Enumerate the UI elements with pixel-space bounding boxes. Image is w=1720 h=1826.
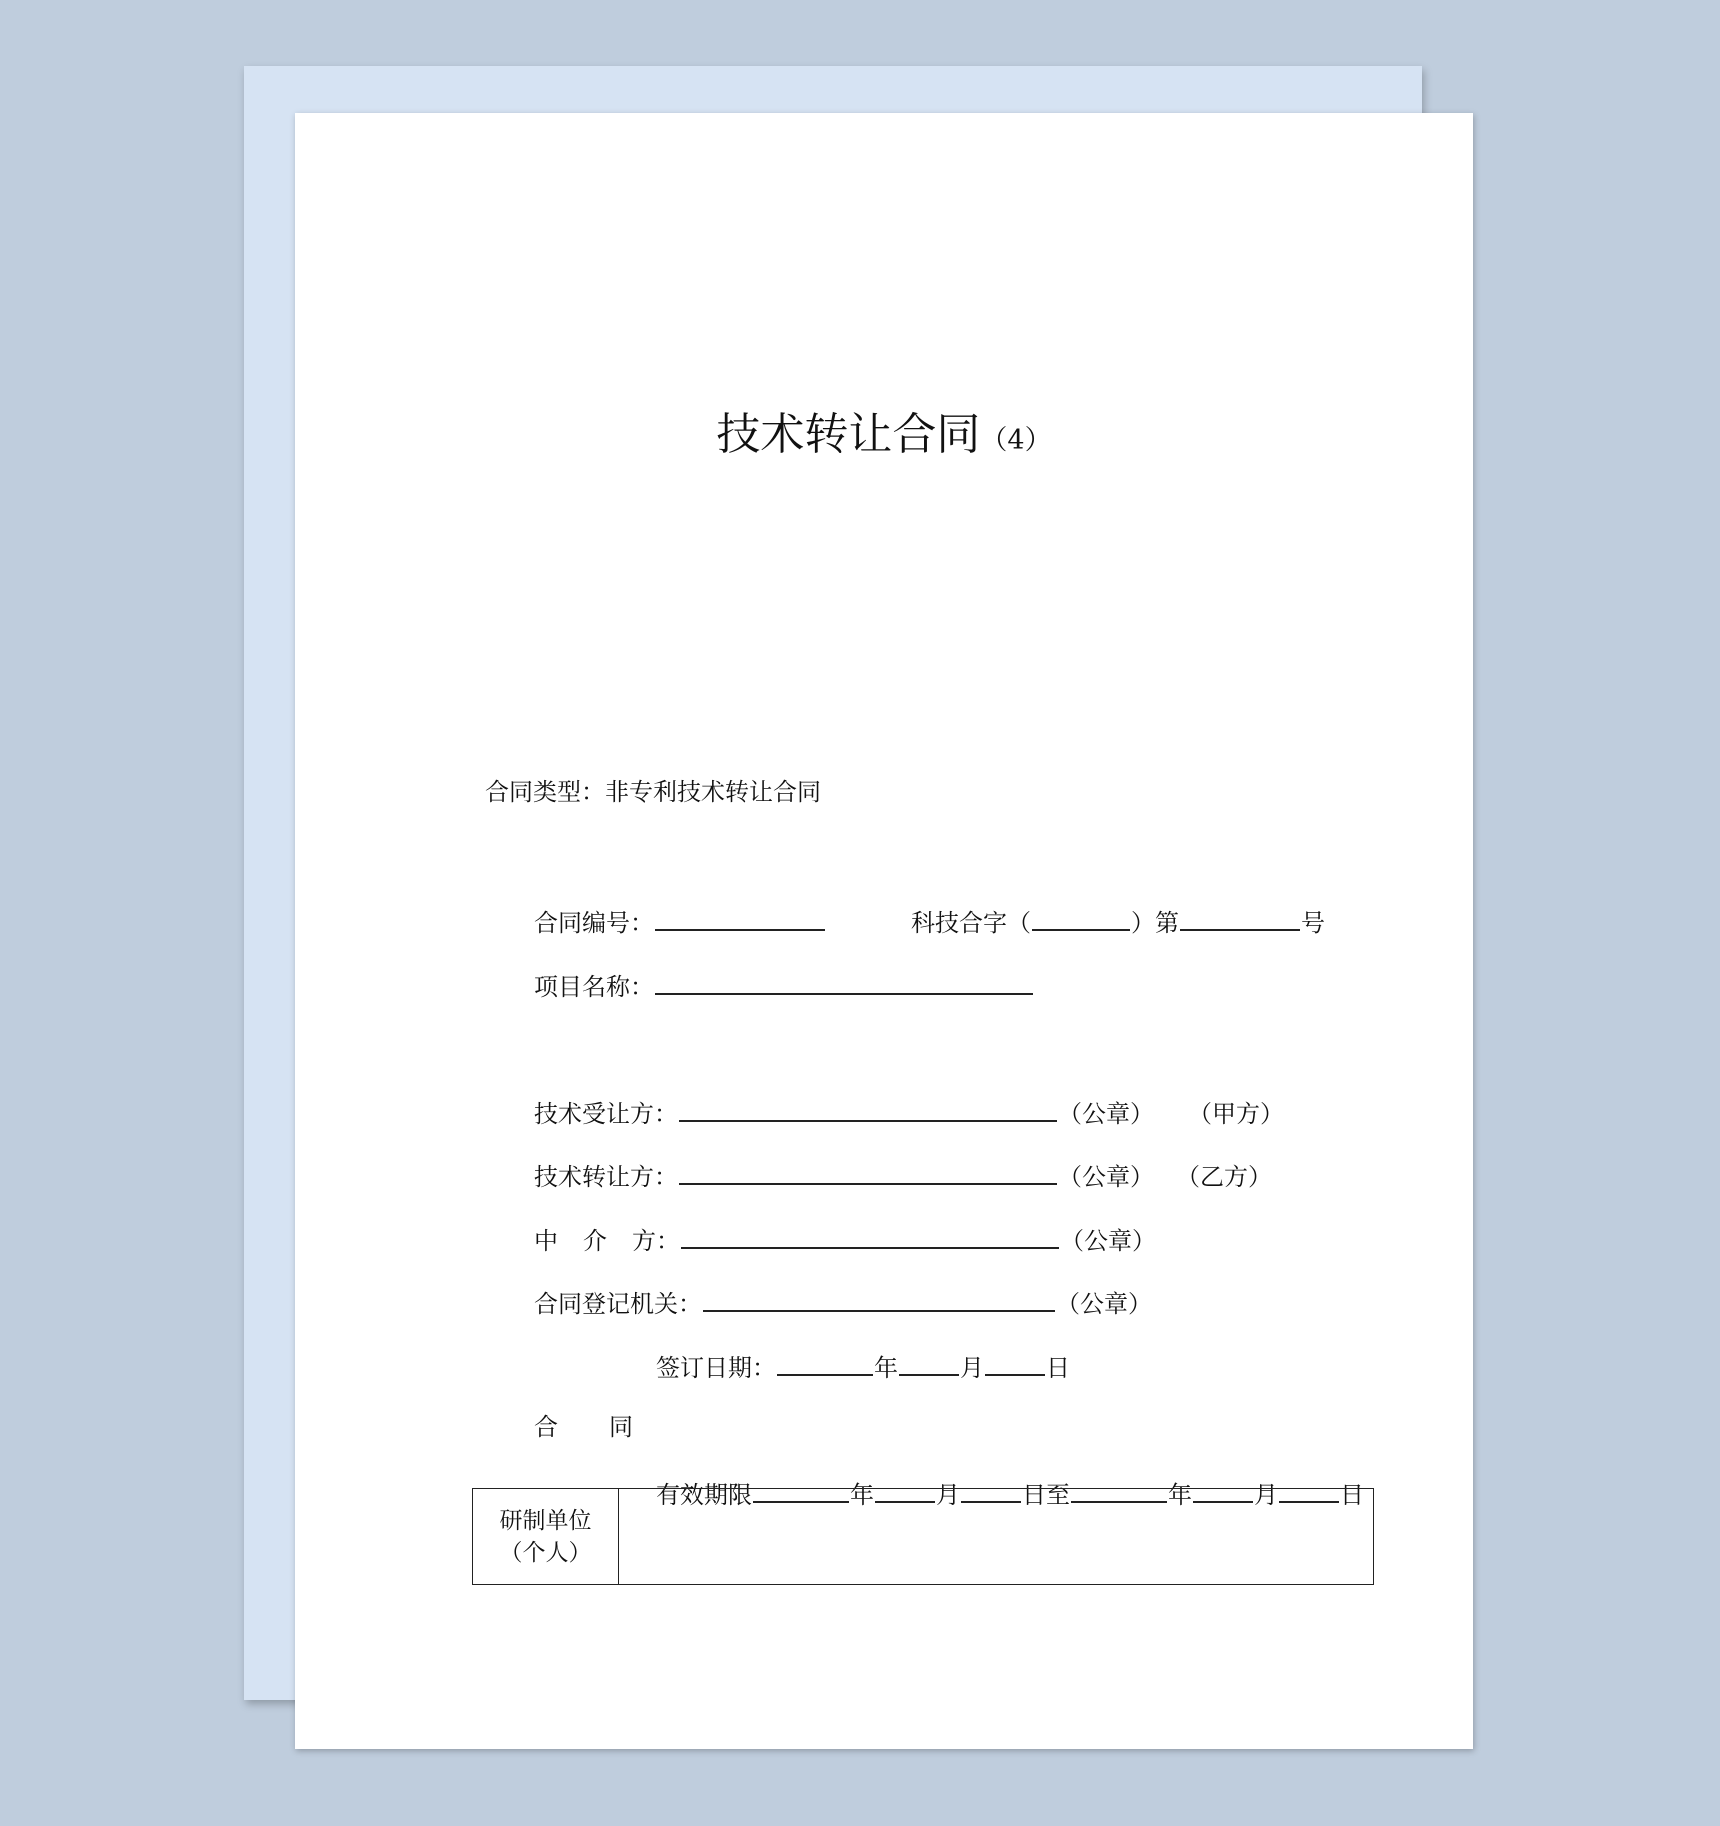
party-a-line bbox=[534, 1094, 1284, 1130]
document-title bbox=[295, 405, 1473, 471]
party-b-line bbox=[534, 1157, 1272, 1193]
sign-year-blank[interactable] bbox=[777, 1348, 873, 1376]
project-name-blank[interactable] bbox=[655, 967, 1033, 995]
tech-code-prefix: 科技合字（ bbox=[911, 909, 1031, 937]
sign-day-unit: 日 bbox=[1046, 1354, 1070, 1382]
party-a-blank[interactable] bbox=[679, 1094, 1057, 1122]
party-a-seal: （公章） bbox=[1058, 1100, 1154, 1128]
sign-month-blank[interactable] bbox=[899, 1348, 959, 1376]
intermediary-char-3: 方： bbox=[632, 1227, 680, 1255]
contract-label-char-2: 同 bbox=[609, 1413, 633, 1441]
tech-code-year-blank[interactable] bbox=[1032, 903, 1130, 931]
developer-unit-value-cell[interactable] bbox=[619, 1489, 1373, 1584]
contract-no-blank[interactable] bbox=[655, 903, 825, 931]
contract-type-value: 非专利技术转让合同 bbox=[605, 778, 821, 806]
validity-end-day-unit: 日 bbox=[1340, 1481, 1364, 1509]
registration-blank[interactable] bbox=[703, 1284, 1055, 1312]
developer-unit-label-line1: 研制单位 bbox=[499, 1508, 592, 1534]
party-a-role: （甲方） bbox=[1188, 1100, 1284, 1128]
validity-start-day-unit: 日至 bbox=[1022, 1481, 1070, 1509]
title-number: （4） bbox=[980, 425, 1052, 456]
sign-year-unit: 年 bbox=[874, 1354, 898, 1382]
developer-unit-label-line2: （个人） bbox=[499, 1540, 592, 1566]
validity-label: 有效期限 bbox=[656, 1481, 752, 1509]
intermediary-seal: （公章） bbox=[1060, 1227, 1156, 1255]
developer-unit-label-cell bbox=[473, 1489, 619, 1584]
registration-seal: （公章） bbox=[1056, 1290, 1152, 1318]
party-a-label: 技术受让方： bbox=[534, 1100, 678, 1128]
contract-no-label: 合同编号： bbox=[534, 909, 654, 937]
project-name-line bbox=[534, 967, 1034, 1003]
validity-start-month-unit: 月 bbox=[936, 1481, 960, 1509]
registration-label: 合同登记机关： bbox=[534, 1290, 702, 1318]
contract-type-line bbox=[485, 776, 821, 808]
tech-code-mid: ）第 bbox=[1131, 909, 1179, 937]
contract-label-char-1: 合 bbox=[534, 1413, 558, 1441]
document-page bbox=[295, 113, 1473, 1749]
developer-unit-table bbox=[472, 1488, 1374, 1585]
title-text: 技术转让合同 bbox=[716, 409, 981, 460]
intermediary-blank[interactable] bbox=[681, 1221, 1059, 1249]
validity-end-month-unit: 月 bbox=[1254, 1481, 1278, 1509]
party-b-role: （乙方） bbox=[1176, 1163, 1272, 1191]
sign-month-unit: 月 bbox=[960, 1354, 984, 1382]
registration-line bbox=[534, 1284, 1152, 1320]
tech-code-line bbox=[911, 903, 1325, 939]
contract-type-label: 合同类型： bbox=[485, 778, 605, 806]
validity-end-year-unit: 年 bbox=[1168, 1481, 1192, 1509]
sign-date-label: 签订日期： bbox=[656, 1354, 776, 1382]
sign-date-line bbox=[656, 1348, 1070, 1384]
contract-no-line bbox=[534, 903, 826, 939]
validity-start-year-unit: 年 bbox=[850, 1481, 874, 1509]
sign-day-blank[interactable] bbox=[985, 1348, 1045, 1376]
tech-code-suffix: 号 bbox=[1301, 909, 1325, 937]
contract-label-line bbox=[534, 1411, 633, 1443]
intermediary-char-2: 介 bbox=[583, 1227, 607, 1255]
party-b-seal: （公章） bbox=[1058, 1163, 1154, 1191]
intermediary-line bbox=[534, 1221, 1156, 1257]
tech-code-number-blank[interactable] bbox=[1180, 903, 1300, 931]
party-b-blank[interactable] bbox=[679, 1157, 1057, 1185]
intermediary-char-1: 中 bbox=[534, 1227, 558, 1255]
party-b-label: 技术转让方： bbox=[534, 1163, 678, 1191]
project-name-label: 项目名称： bbox=[534, 973, 654, 1001]
